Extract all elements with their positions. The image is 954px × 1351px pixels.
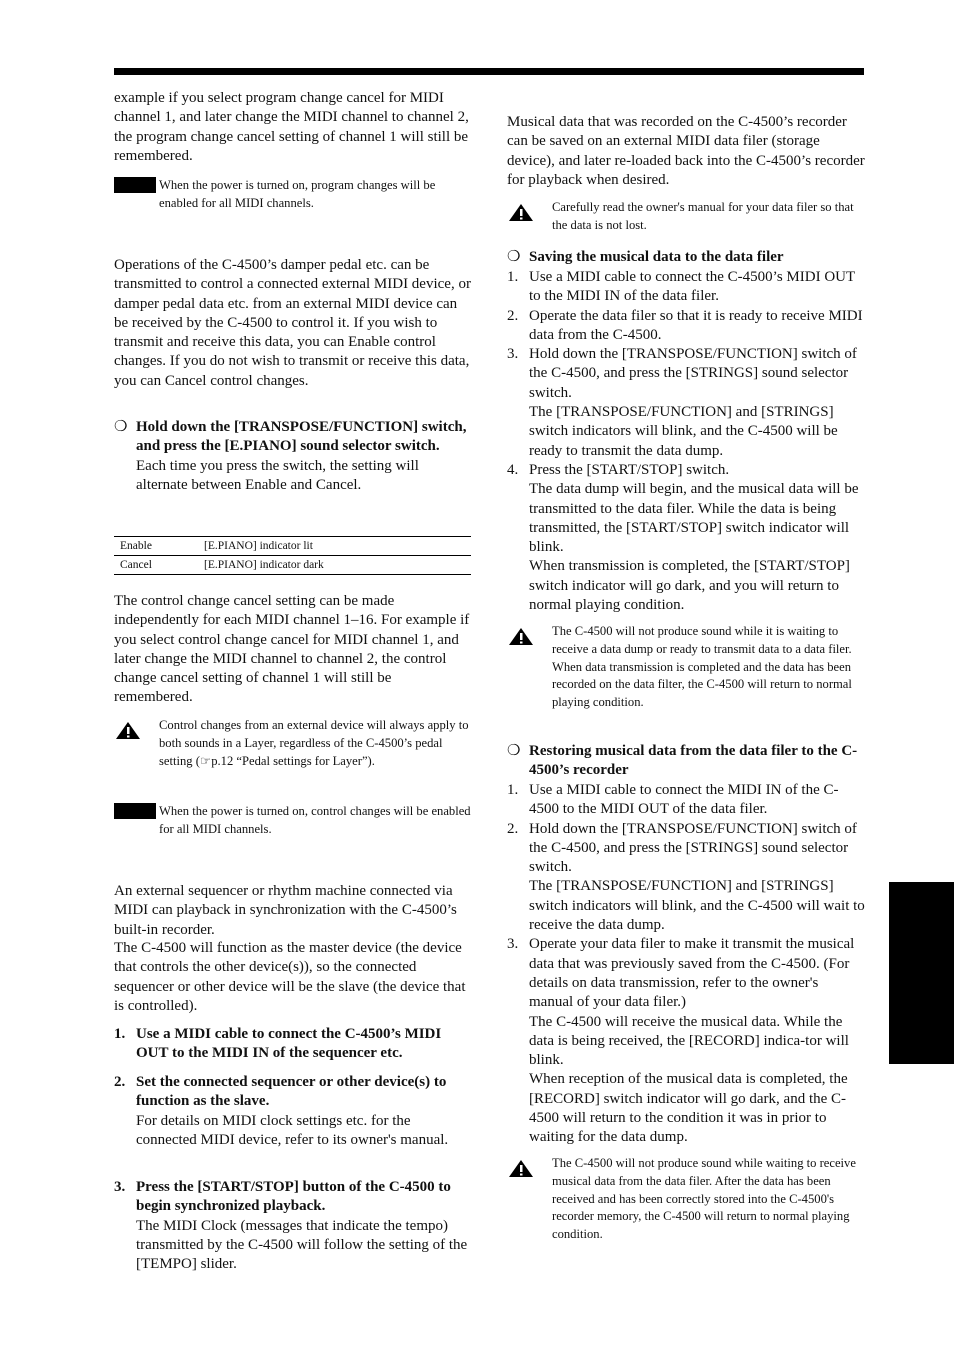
step-description: The MIDI Clock (messages that indicate the tempo) transmitted by the C-4500 will follow the setting of the [TEMPO] slider. bbox=[136, 1217, 468, 1273]
table-cell: Enable bbox=[114, 537, 198, 556]
circle-bullet-icon: ❍ bbox=[114, 419, 128, 435]
note-text: When the power is turned on, program changes will be enabled for all MIDI channels. bbox=[159, 178, 436, 210]
paragraph: The control change cancel setting can be made independently for each MIDI channel 1–16. For example if you select control change cancel for MIDI channel 1, and later change the MIDI channel to channel 2, the control change cancel setting of channel 1 will still be remembered. bbox=[114, 593, 470, 706]
note-text: Carefully read the owner's manual for your data filer so that the data is not lost. bbox=[552, 200, 854, 232]
numbered-step bbox=[114, 1025, 471, 1064]
procedure-heading bbox=[507, 248, 865, 267]
table-row bbox=[114, 556, 471, 575]
caution-note bbox=[114, 717, 471, 770]
step-number: 3. bbox=[507, 346, 519, 363]
note-box bbox=[114, 177, 471, 213]
circle-bullet-icon: ❍ bbox=[507, 249, 521, 265]
step-description: For details on MIDI clock settings etc. for the connected MIDI device, refer to its owner's manual. bbox=[136, 1112, 449, 1148]
note-label-box bbox=[114, 803, 156, 819]
caution-hand-icon bbox=[114, 719, 142, 741]
step-number: 2. bbox=[507, 307, 519, 324]
table-cell: [E.PIANO] indicator dark bbox=[198, 556, 471, 575]
step-text: Hold down the [TRANSPOSE/FUNCTION] switch of the C-4500, and press the [STRINGS] sound selector switch. bbox=[529, 346, 857, 401]
step-text: Hold down the [TRANSPOSE/FUNCTION] switch of the C-4500, and press the [STRINGS] sound selector switch. bbox=[529, 820, 857, 876]
list-item bbox=[507, 345, 865, 461]
step-text: Operate your data filer to make it transmit the musical data that was previously saved from the C-4500. (For details on data transmission, refer to the owner's manual of your data filer.) bbox=[529, 936, 855, 1011]
step-description: Each time you press the switch, the setting will alternate between Enable and Cancel. bbox=[136, 457, 419, 493]
procedure-step bbox=[114, 418, 471, 495]
settings-table bbox=[114, 536, 471, 575]
caution-note bbox=[507, 623, 865, 712]
list-item bbox=[507, 820, 865, 936]
procedure-title: Restoring musical data from the data filer to the C-4500’s recorder bbox=[529, 743, 858, 779]
step-number: 2. bbox=[507, 820, 519, 837]
step-result: The [TRANSPOSE/FUNCTION] and [STRINGS] switch indicators will blink, and the C-4500 will be ready to transmit the data dump. bbox=[529, 404, 838, 459]
table-row bbox=[114, 537, 471, 556]
numbered-step bbox=[114, 1178, 471, 1274]
step-number: 3. bbox=[114, 1179, 126, 1195]
list-item bbox=[507, 461, 865, 615]
list-item bbox=[507, 307, 865, 346]
caution-hand-icon bbox=[507, 1157, 535, 1179]
step-text: Operate the data filer so that it is ready to receive MIDI data from the C-4500. bbox=[529, 307, 863, 343]
step-instruction: Use a MIDI cable to connect the C-4500’s MIDI OUT to the MIDI IN of the sequencer etc. bbox=[136, 1026, 442, 1062]
numbered-step bbox=[114, 1073, 471, 1150]
caution-note bbox=[507, 1155, 865, 1244]
paragraph: Operations of the C-4500’s damper pedal etc. can be transmitted to control a connected external MIDI device, or damper pedal data etc. from an external MIDI device can be received by the C-4500 to control it. If you wish to transmit and receive this data, you can Enable control changes. If you do not wish to transmit or receive this data, you can Cancel control changes. bbox=[114, 257, 471, 389]
paragraph: The C-4500 will function as the master device (the device that controls the other device(s)), so the connected sequencer or other device will be the slave (the device that is controlled). bbox=[114, 940, 466, 1014]
step-number: 1. bbox=[507, 269, 519, 285]
step-instruction: Set the connected sequencer or other device(s) to function as the slave. bbox=[136, 1074, 447, 1110]
note-text: Control changes from an external device will always apply to both sounds in a Layer, regardless of the C-4500’s pedal setting (☞p.12 “Pedal settings for Layer”). bbox=[159, 718, 469, 768]
step-text: Press the [START/STOP] switch. bbox=[529, 461, 730, 478]
note-label-box bbox=[114, 177, 156, 193]
step-number: 1. bbox=[114, 1026, 126, 1042]
list-item bbox=[507, 268, 865, 307]
table-cell: Cancel bbox=[114, 556, 198, 575]
step-number: 4. bbox=[507, 461, 519, 478]
paragraph: An external sequencer or rhythm machine connected via MIDI can playback in synchronization with the C-4500’s built-in recorder. bbox=[114, 883, 457, 938]
step-number: 3. bbox=[507, 936, 519, 953]
step-result: The [TRANSPOSE/FUNCTION] and [STRINGS] switch indicators will blink, and the C-4500 will wait to receive the data dump. bbox=[529, 878, 865, 934]
table-cell: [E.PIANO] indicator lit bbox=[198, 537, 471, 556]
caution-hand-icon bbox=[507, 625, 535, 647]
step-text: Use a MIDI cable to connect the C-4500’s MIDI OUT to the MIDI IN of the data filer. bbox=[529, 269, 855, 305]
step-text: Use a MIDI cable to connect the MIDI IN of the C-4500 to the MIDI OUT of the data filer. bbox=[529, 782, 839, 818]
step-instruction: Press the [START/STOP] button of the C-4500 to begin synchronized playback. bbox=[136, 1179, 451, 1215]
step-result: When reception of the musical data is completed, the [RECORD] switch indicator will go dark, and the C-4500 will return to the condition it was in prior to waiting for the data dump. bbox=[529, 1071, 848, 1146]
note-text: The C-4500 will not produce sound while it is waiting to receive a data dump or ready to transmit data to a data filer. When data transmission is completed and the data has been recorded on the data filter, the C-4500 will return to normal playing condition. bbox=[552, 624, 852, 710]
list-item bbox=[507, 935, 865, 1147]
caution-note bbox=[507, 199, 865, 235]
list-item bbox=[507, 781, 865, 820]
procedure-heading bbox=[507, 742, 865, 781]
step-number: 2. bbox=[114, 1074, 126, 1090]
circle-bullet-icon: ❍ bbox=[507, 743, 521, 759]
section-thumb-tab bbox=[889, 882, 954, 1064]
caution-hand-icon bbox=[507, 201, 535, 223]
paragraph: Musical data that was recorded on the C-4500’s recorder can be saved on an external MIDI data filer (storage device), and later re-loaded back into the C-4500’s recorder for playback when desired. bbox=[507, 114, 865, 188]
step-instruction: Hold down the [TRANSPOSE/FUNCTION] switch, and press the [E.PIANO] sound selector switch. bbox=[136, 419, 467, 455]
numbered-list bbox=[507, 268, 865, 615]
step-result: The C-4500 will receive the musical data. While the data is being received, the [RECORD] indica-tor will blink. bbox=[529, 1013, 849, 1069]
numbered-list bbox=[507, 781, 865, 1148]
note-text: The C-4500 will not produce sound while waiting to receive musical data from the data filer. After the data has been received and has been correctly stored into the C-4500's recorder memory, the C-4500 will return to normal playing condition. bbox=[552, 1156, 856, 1242]
header-rule bbox=[114, 68, 864, 75]
paragraph: example if you select program change cancel for MIDI channel 1, and later change the MIDI channel to channel 2, the program change cancel setting of channel 1 will still be remembered. bbox=[114, 90, 469, 164]
note-text: When the power is turned on, control changes will be enabled for all MIDI channels. bbox=[159, 804, 471, 836]
note-box bbox=[114, 803, 471, 839]
step-result: When transmission is completed, the [START/STOP] switch indicator will go dark, and you will return to normal playing condition. bbox=[529, 558, 850, 614]
step-number: 1. bbox=[507, 782, 519, 798]
procedure-title: Saving the musical data to the data filer bbox=[529, 249, 784, 265]
step-result: The data dump will begin, and the musical data will be transmitted to the data filer. While the data is being transmitted, the [START/STOP] switch indicator will blink. bbox=[529, 481, 859, 556]
